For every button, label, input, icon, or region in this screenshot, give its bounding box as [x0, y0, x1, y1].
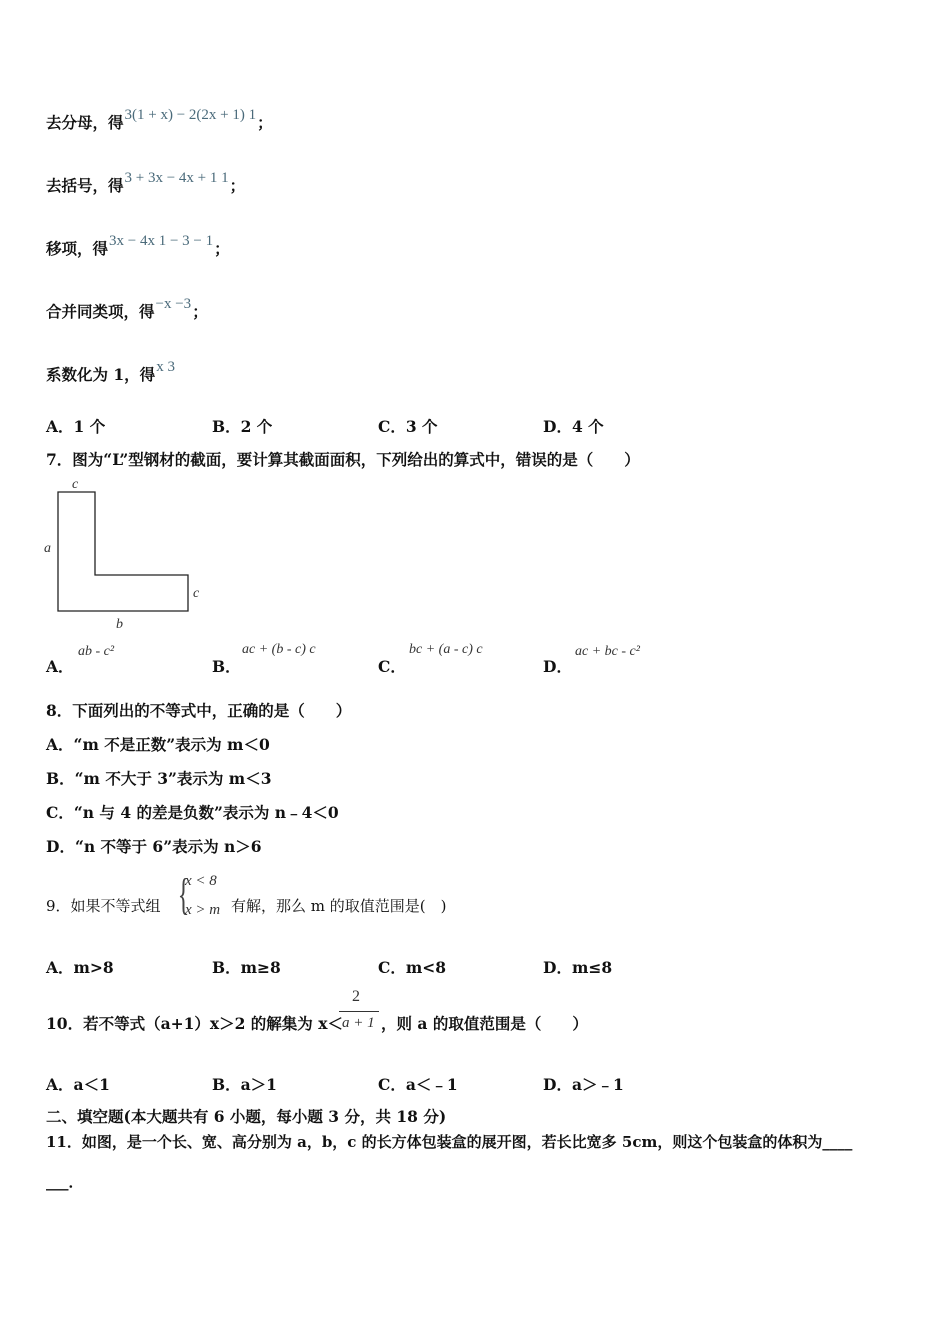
q7-option-d-expr: ac + bc - c² [575, 644, 640, 659]
q8-stem: 8．下面列出的不等式中，正确的是（ ） [46, 701, 352, 720]
step-4-expr: −x −3 [155, 296, 192, 312]
q7-option-a-expr: ab - c² [78, 644, 115, 659]
l-shape-figure [40, 475, 220, 635]
q7-option-a[interactable] [46, 655, 74, 677]
step-2-tail: ； [229, 176, 246, 195]
step-3-expr: 3x − 4x 1 − 3 − 1 [109, 233, 214, 249]
step-2-label: 去括号，得 [46, 176, 124, 195]
q7-option-c-expr: bc + (a - c) c [409, 642, 483, 657]
section-2-heading: 二、填空题(本大题共有 6 小题，每小题 3 分，共 18 分) [46, 1107, 447, 1126]
q8-option-d[interactable]: D．“n 不等于 6”表示为 n＞6 [46, 837, 262, 856]
step-1 [46, 107, 273, 134]
q10-stem-b: ，则 a 的取值范围是（ ） [381, 1014, 588, 1033]
q11-line-1: 11．如图，是一个长、宽、高分别为 a，b，c 的长方体包装盒的展开图，若长比宽多 5cm，则这个包装盒的体积为____ [46, 1133, 853, 1151]
q10-option-c[interactable]: C．a＜﹣1 [378, 1075, 458, 1094]
step-1-label: 去分母，得 [46, 113, 124, 132]
step-5 [46, 359, 176, 386]
q7-option-b-letter: B． [212, 657, 241, 676]
q7-option-d[interactable] [543, 655, 572, 677]
q10-option-a[interactable]: A．a＜1 [46, 1075, 110, 1094]
q10-stem-a: 10．若不等式（a+1）x＞2 的解集为 x＜ [46, 1014, 343, 1033]
step-4 [46, 296, 208, 323]
q9-line-1: x < 8 [185, 873, 217, 889]
q7-option-c[interactable] [378, 655, 406, 677]
q9-brace: { [177, 870, 190, 919]
fig-label-left: a [44, 541, 51, 556]
q10-option-d[interactable]: D．a＞﹣1 [543, 1075, 624, 1094]
q6-option-a[interactable]: A．1 个 [46, 417, 106, 436]
q7-option-a-letter: A． [46, 657, 74, 676]
step-4-label: 合并同类项，得 [46, 302, 155, 321]
q7-option-b[interactable] [212, 655, 241, 677]
l-shape-outline [58, 492, 188, 611]
step-2 [46, 170, 246, 197]
q8-option-c[interactable]: C．“n 与 4 的差是负数”表示为 n﹣4＜0 [46, 803, 339, 822]
q6-option-b[interactable]: B．2 个 [212, 417, 273, 436]
step-3-label: 移项，得 [46, 239, 109, 258]
step-5-expr: x 3 [156, 359, 175, 375]
q9-option-c[interactable]: C．m<8 [378, 958, 447, 977]
step-1-tail: ； [257, 113, 273, 132]
q9-option-a[interactable]: A．m>8 [46, 958, 114, 977]
q9-suffix: 有解，那么 m 的取值范围是( ) [231, 897, 447, 915]
step-3 [46, 233, 230, 260]
q10-frac-bar [339, 1011, 379, 1012]
q9-line-2: x > m [185, 902, 221, 918]
fig-label-right: c [193, 586, 200, 601]
step-2-expr: 3 + 3x − 4x + 1 1 [124, 170, 229, 186]
q10-frac-den: a + 1 [342, 1015, 375, 1031]
q10-frac-num: 2 [352, 988, 360, 1005]
q7-option-c-letter: C． [378, 657, 406, 676]
step-4-tail: ； [192, 302, 208, 321]
step-3-tail: ； [214, 239, 230, 258]
step-1-expr: 3(1 + x) − 2(2x + 1) 1 [124, 107, 257, 123]
step-5-label: 系数化为 1，得 [46, 365, 156, 384]
q9-option-d[interactable]: D．m≤8 [543, 958, 613, 977]
q7-option-d-letter: D． [543, 657, 572, 676]
q9-prefix: 9．如果不等式组 [46, 897, 161, 915]
q7-stem: 7．图为“L”型钢材的截面，要计算其截面面积，下列给出的算式中，错误的是（ ） [46, 450, 640, 469]
q10-option-b[interactable]: B．a＞1 [212, 1075, 277, 1094]
q8-option-b[interactable]: B．“m 不大于 3”表示为 m＜3 [46, 769, 272, 788]
fig-label-bottom: b [116, 617, 123, 632]
q7-option-b-expr: ac + (b - c) c [242, 642, 316, 657]
q8-option-a[interactable]: A．“m 不是正数”表示为 m＜0 [46, 735, 270, 754]
q6-option-c[interactable]: C．3 个 [378, 417, 438, 436]
q6-option-d[interactable]: D．4 个 [543, 417, 604, 436]
fig-label-top: c [72, 477, 79, 492]
q9-option-b[interactable]: B．m≥8 [212, 958, 281, 977]
q11-line-2: ___． [46, 1173, 84, 1191]
